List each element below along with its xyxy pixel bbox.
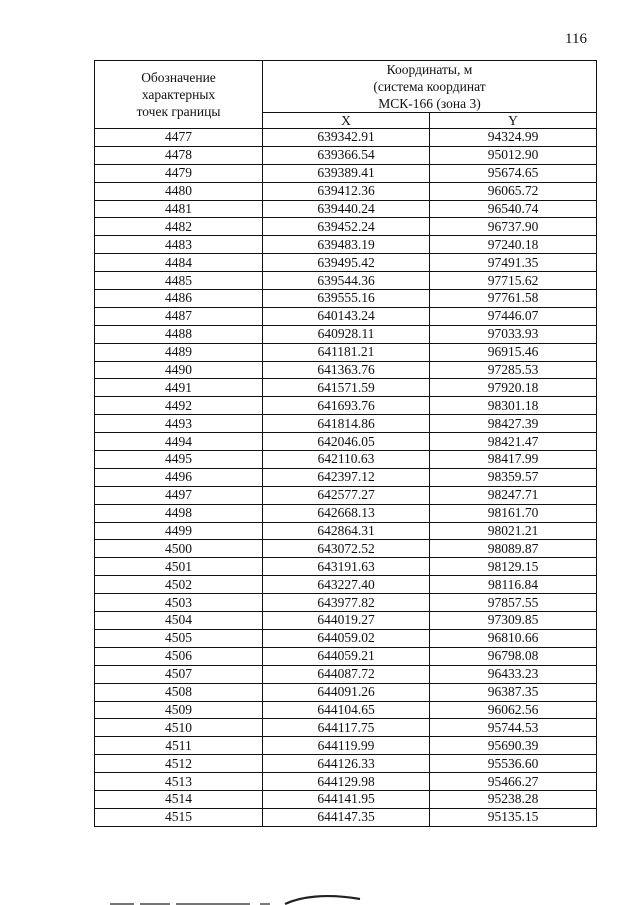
point-cell: 4503	[95, 594, 263, 612]
point-cell: 4478	[95, 146, 263, 164]
table-row	[95, 415, 597, 433]
x-column-header: X	[263, 113, 430, 129]
x-coordinate-cell: 639366.54	[263, 146, 430, 164]
table-row	[95, 773, 597, 791]
table-row	[95, 325, 597, 343]
table-row	[95, 504, 597, 522]
table-row	[95, 397, 597, 415]
x-coordinate-cell: 641693.76	[263, 397, 430, 415]
table-row	[95, 182, 597, 200]
point-cell: 4482	[95, 218, 263, 236]
point-cell: 4498	[95, 504, 263, 522]
x-coordinate-cell: 644119.99	[263, 737, 430, 755]
point-cell: 4500	[95, 540, 263, 558]
table-row	[95, 737, 597, 755]
point-cell: 4494	[95, 433, 263, 451]
table-row	[95, 629, 597, 647]
point-cell: 4496	[95, 468, 263, 486]
table-row	[95, 683, 597, 701]
point-header-line: Обозначение	[141, 70, 216, 85]
x-coordinate-cell: 642046.05	[263, 433, 430, 451]
x-coordinate-cell: 644126.33	[263, 755, 430, 773]
y-coordinate-cell: 96065.72	[430, 182, 597, 200]
y-coordinate-cell: 95536.60	[430, 755, 597, 773]
table-row	[95, 647, 597, 665]
y-coordinate-cell: 96810.66	[430, 629, 597, 647]
point-cell: 4512	[95, 755, 263, 773]
table-row	[95, 468, 597, 486]
point-cell: 4510	[95, 719, 263, 737]
y-coordinate-cell: 98359.57	[430, 468, 597, 486]
point-cell: 4502	[95, 576, 263, 594]
y-coordinate-cell: 96798.08	[430, 647, 597, 665]
point-cell: 4480	[95, 182, 263, 200]
y-coordinate-cell: 98427.39	[430, 415, 597, 433]
coords-header-line: (система координат	[373, 79, 486, 94]
table-row	[95, 272, 597, 290]
x-coordinate-cell: 639483.19	[263, 236, 430, 254]
y-coordinate-cell: 97857.55	[430, 594, 597, 612]
table-row	[95, 254, 597, 272]
x-coordinate-cell: 639412.36	[263, 182, 430, 200]
y-coordinate-cell: 98161.70	[430, 504, 597, 522]
x-coordinate-cell: 644147.35	[263, 808, 430, 826]
x-coordinate-cell: 640928.11	[263, 325, 430, 343]
y-coordinate-cell: 98116.84	[430, 576, 597, 594]
table-row	[95, 307, 597, 325]
x-coordinate-cell: 644104.65	[263, 701, 430, 719]
point-cell: 4506	[95, 647, 263, 665]
x-coordinate-cell: 641181.21	[263, 343, 430, 361]
point-cell: 4485	[95, 272, 263, 290]
point-cell: 4501	[95, 558, 263, 576]
x-coordinate-cell: 644129.98	[263, 773, 430, 791]
y-coordinate-cell: 95238.28	[430, 790, 597, 808]
x-coordinate-cell: 639440.24	[263, 200, 430, 218]
table-row	[95, 558, 597, 576]
table-row	[95, 218, 597, 236]
x-coordinate-cell: 639342.91	[263, 129, 430, 147]
x-coordinate-cell: 639544.36	[263, 272, 430, 290]
x-coordinate-cell: 642577.27	[263, 486, 430, 504]
x-coordinate-cell: 644059.02	[263, 629, 430, 647]
point-cell: 4504	[95, 612, 263, 630]
point-cell: 4509	[95, 701, 263, 719]
coordinates-table	[94, 60, 597, 827]
table-row	[95, 594, 597, 612]
table-row	[95, 540, 597, 558]
y-coordinate-cell: 96387.35	[430, 683, 597, 701]
y-coordinate-cell: 98301.18	[430, 397, 597, 415]
table-row	[95, 433, 597, 451]
page-number: 116	[565, 31, 587, 47]
y-coordinate-cell: 97491.35	[430, 254, 597, 272]
x-coordinate-cell: 643227.40	[263, 576, 430, 594]
x-coordinate-cell: 639452.24	[263, 218, 430, 236]
table-row	[95, 343, 597, 361]
y-coordinate-cell: 97309.85	[430, 612, 597, 630]
y-coordinate-cell: 98421.47	[430, 433, 597, 451]
x-coordinate-cell: 642668.13	[263, 504, 430, 522]
x-coordinate-cell: 644141.95	[263, 790, 430, 808]
x-coordinate-cell: 640143.24	[263, 307, 430, 325]
point-cell: 4484	[95, 254, 263, 272]
x-coordinate-cell: 641814.86	[263, 415, 430, 433]
y-coordinate-cell: 98247.71	[430, 486, 597, 504]
y-coordinate-cell: 97761.58	[430, 290, 597, 308]
y-column-header: Y	[430, 113, 597, 129]
x-coordinate-cell: 644019.27	[263, 612, 430, 630]
signature-strokes	[110, 888, 370, 905]
point-cell: 4507	[95, 665, 263, 683]
y-coordinate-cell: 96062.56	[430, 701, 597, 719]
x-coordinate-cell: 643191.63	[263, 558, 430, 576]
y-coordinate-cell: 96737.90	[430, 218, 597, 236]
table-row	[95, 665, 597, 683]
coordinates-header	[263, 61, 597, 113]
x-coordinate-cell: 642397.12	[263, 468, 430, 486]
y-coordinate-cell: 98089.87	[430, 540, 597, 558]
coords-header-line: Координаты, м	[386, 62, 473, 77]
point-cell: 4497	[95, 486, 263, 504]
point-cell: 4515	[95, 808, 263, 826]
point-cell: 4508	[95, 683, 263, 701]
y-coordinate-cell: 95744.53	[430, 719, 597, 737]
table-row	[95, 451, 597, 469]
y-coordinate-cell: 95690.39	[430, 737, 597, 755]
point-cell: 4483	[95, 236, 263, 254]
table-row	[95, 701, 597, 719]
x-coordinate-cell: 639389.41	[263, 164, 430, 182]
table-row	[95, 379, 597, 397]
table-row	[95, 719, 597, 737]
y-coordinate-cell: 97920.18	[430, 379, 597, 397]
point-cell: 4481	[95, 200, 263, 218]
y-coordinate-cell: 97240.18	[430, 236, 597, 254]
table-row	[95, 576, 597, 594]
x-coordinate-cell: 641363.76	[263, 361, 430, 379]
point-cell: 4513	[95, 773, 263, 791]
x-coordinate-cell: 644087.72	[263, 665, 430, 683]
point-cell: 4491	[95, 379, 263, 397]
y-coordinate-cell: 97715.62	[430, 272, 597, 290]
y-coordinate-cell: 96433.23	[430, 665, 597, 683]
x-coordinate-cell: 643072.52	[263, 540, 430, 558]
x-coordinate-cell: 639555.16	[263, 290, 430, 308]
table-row	[95, 200, 597, 218]
table-header	[95, 61, 597, 129]
point-cell: 4492	[95, 397, 263, 415]
point-cell: 4486	[95, 290, 263, 308]
y-coordinate-cell: 98129.15	[430, 558, 597, 576]
table-row	[95, 755, 597, 773]
x-coordinate-cell: 644117.75	[263, 719, 430, 737]
x-coordinate-cell: 641571.59	[263, 379, 430, 397]
y-coordinate-cell: 97285.53	[430, 361, 597, 379]
point-header-line: точек границы	[136, 104, 221, 119]
point-cell: 4489	[95, 343, 263, 361]
table-row	[95, 361, 597, 379]
table-row	[95, 522, 597, 540]
point-cell: 4499	[95, 522, 263, 540]
point-cell: 4505	[95, 629, 263, 647]
y-coordinate-cell: 94324.99	[430, 129, 597, 147]
point-cell: 4477	[95, 129, 263, 147]
table-row	[95, 146, 597, 164]
y-coordinate-cell: 95135.15	[430, 808, 597, 826]
table-row	[95, 612, 597, 630]
y-coordinate-cell: 95012.90	[430, 146, 597, 164]
y-coordinate-cell: 97446.07	[430, 307, 597, 325]
x-coordinate-cell: 644091.26	[263, 683, 430, 701]
table-row	[95, 808, 597, 826]
point-cell: 4487	[95, 307, 263, 325]
table-row	[95, 236, 597, 254]
y-coordinate-cell: 96915.46	[430, 343, 597, 361]
point-header-line: характерных	[141, 87, 216, 102]
y-coordinate-cell: 97033.93	[430, 325, 597, 343]
point-cell: 4514	[95, 790, 263, 808]
y-coordinate-cell: 98417.99	[430, 451, 597, 469]
y-coordinate-cell: 98021.21	[430, 522, 597, 540]
point-cell: 4488	[95, 325, 263, 343]
point-cell: 4493	[95, 415, 263, 433]
table-row	[95, 290, 597, 308]
x-coordinate-cell: 642864.31	[263, 522, 430, 540]
y-coordinate-cell: 96540.74	[430, 200, 597, 218]
y-coordinate-cell: 95674.65	[430, 164, 597, 182]
x-coordinate-cell: 642110.63	[263, 451, 430, 469]
x-coordinate-cell: 644059.21	[263, 647, 430, 665]
table-row	[95, 790, 597, 808]
table-row	[95, 486, 597, 504]
coords-header-line: МСК-166 (зона 3)	[378, 96, 481, 111]
point-cell: 4511	[95, 737, 263, 755]
point-designation-header	[95, 61, 263, 129]
table-row	[95, 129, 597, 147]
x-coordinate-cell: 643977.82	[263, 594, 430, 612]
table-row	[95, 164, 597, 182]
y-coordinate-cell: 95466.27	[430, 773, 597, 791]
point-cell: 4479	[95, 164, 263, 182]
point-cell: 4495	[95, 451, 263, 469]
point-cell: 4490	[95, 361, 263, 379]
x-coordinate-cell: 639495.42	[263, 254, 430, 272]
table-body	[95, 129, 597, 827]
